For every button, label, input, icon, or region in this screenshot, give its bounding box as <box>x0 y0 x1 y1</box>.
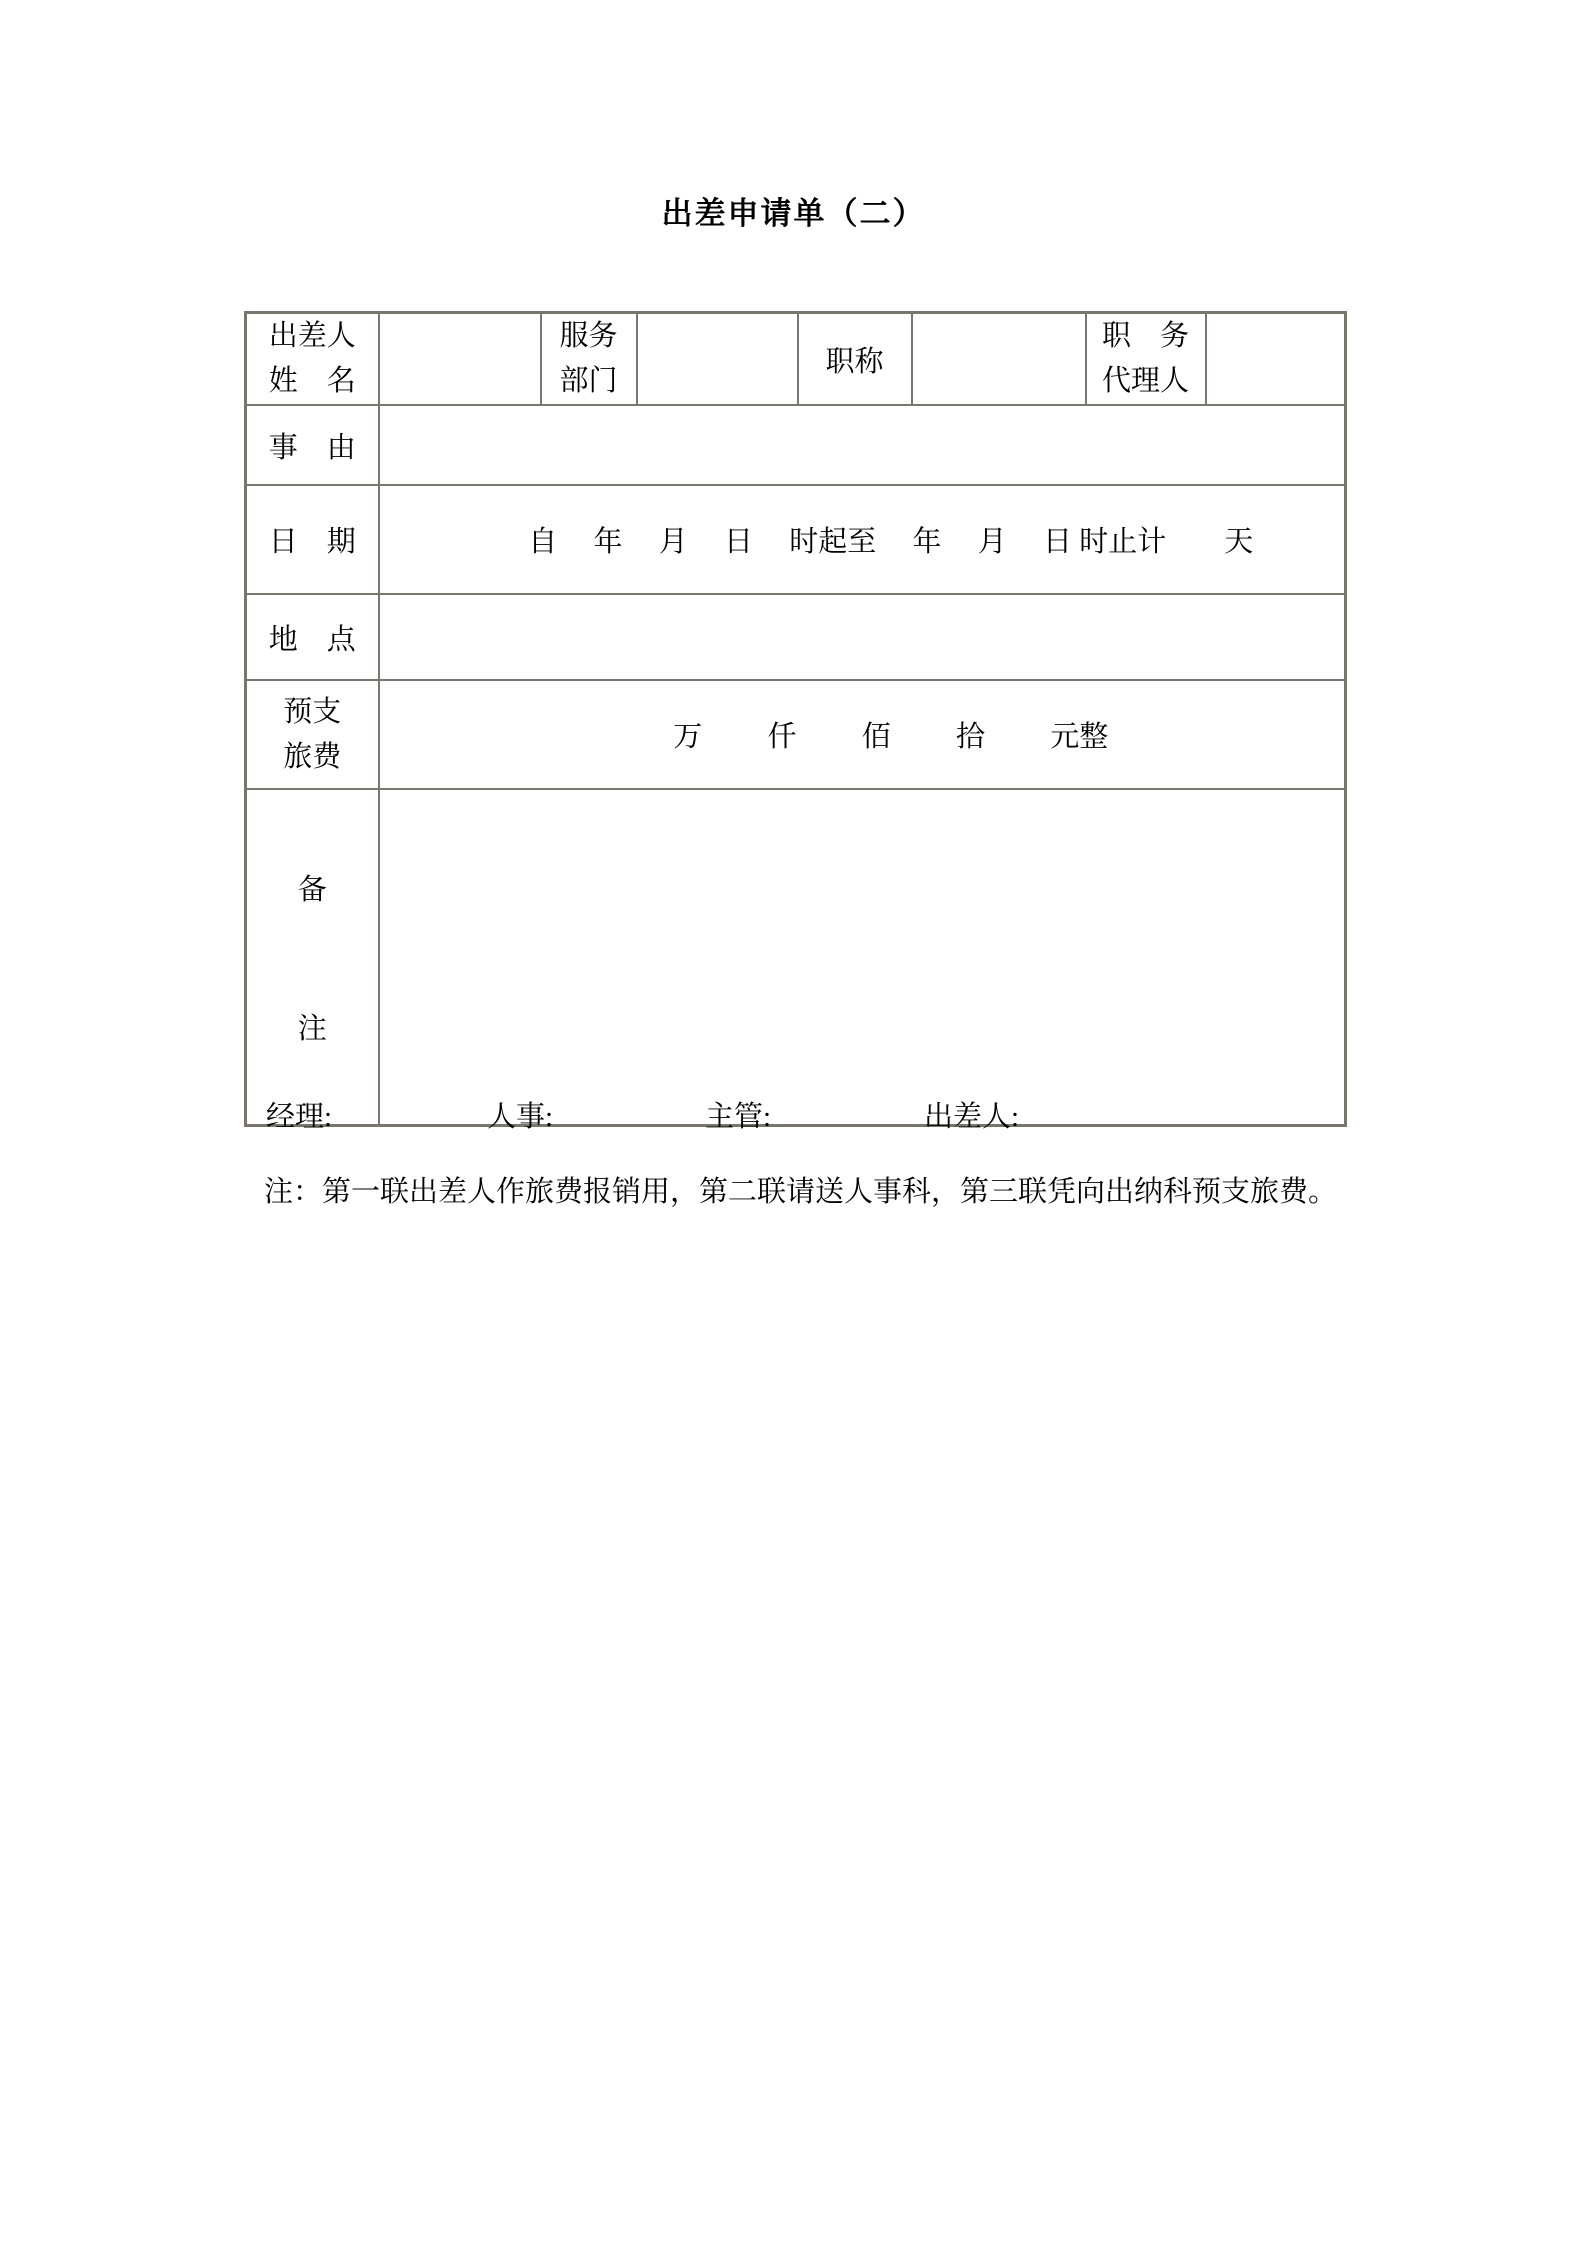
table-row <box>246 594 1346 680</box>
page-title: 出差申请单（二） <box>661 196 926 231</box>
traveler-name-value-cell[interactable] <box>379 313 541 406</box>
table-row <box>246 485 1346 594</box>
table-row <box>246 680 1346 789</box>
job-title-label: 职称 <box>825 345 884 378</box>
business-trip-form-table <box>244 311 1347 1127</box>
table-row <box>246 789 1346 1125</box>
date-label-cell <box>246 485 379 594</box>
advance-funds-label-cell <box>246 680 379 789</box>
reason-value-cell[interactable] <box>379 405 1346 485</box>
traveler-name-label-cell <box>246 313 379 406</box>
manager-signature-label: 经理: <box>266 1101 333 1133</box>
date-template-text: 自 年 月 日 时起至 年 月 日 时止计 天 <box>528 526 1254 558</box>
remarks-value-cell[interactable] <box>379 789 1346 1125</box>
hr-signature-label: 人事: <box>487 1101 554 1133</box>
department-label-line1: 服务 <box>559 320 618 352</box>
job-title-value-cell[interactable] <box>912 313 1086 406</box>
signature-row <box>0 1094 1587 1134</box>
advance-funds-value-cell[interactable] <box>379 680 1346 789</box>
reason-label-cell <box>246 405 379 485</box>
department-value-cell[interactable] <box>637 313 798 406</box>
traveler-name-label-line1: 出差人 <box>268 320 356 352</box>
department-label-line2: 部门 <box>559 365 618 397</box>
advance-funds-label-line1: 预支 <box>283 695 342 728</box>
location-value-cell[interactable] <box>379 594 1346 680</box>
deputy-label-line2: 代理人 <box>1101 365 1189 397</box>
traveler-name-label-line2: 姓 名 <box>268 365 356 397</box>
remarks-label-cell <box>246 789 379 1125</box>
supervisor-signature-label: 主管: <box>705 1101 772 1133</box>
traveler-signature-label: 出差人: <box>924 1101 1020 1133</box>
job-title-label-cell <box>798 313 912 406</box>
reason-label: 事 由 <box>268 431 356 464</box>
table-row <box>246 405 1346 485</box>
advance-funds-label-line2: 旅费 <box>283 740 342 773</box>
footnote: 注：第一联出差人作旅费报销用，第二联请送人事科，第三联凭向出纳科预支旅费。 <box>264 1176 1338 1208</box>
date-value-cell[interactable] <box>379 485 1346 594</box>
remarks-label-char1: 备 <box>297 873 327 906</box>
date-label: 日 期 <box>268 526 356 558</box>
department-label-cell <box>541 313 637 406</box>
table-row <box>246 313 1346 406</box>
location-label: 地 点 <box>268 623 356 656</box>
deputy-label-cell <box>1086 313 1206 406</box>
deputy-label-line1: 职 务 <box>1101 320 1189 352</box>
advance-funds-template-text: 万 仟 佰 拾 元整 <box>673 721 1109 753</box>
location-label-cell <box>246 594 379 680</box>
remarks-label-char2: 注 <box>297 1012 327 1045</box>
deputy-value-cell[interactable] <box>1206 313 1346 406</box>
